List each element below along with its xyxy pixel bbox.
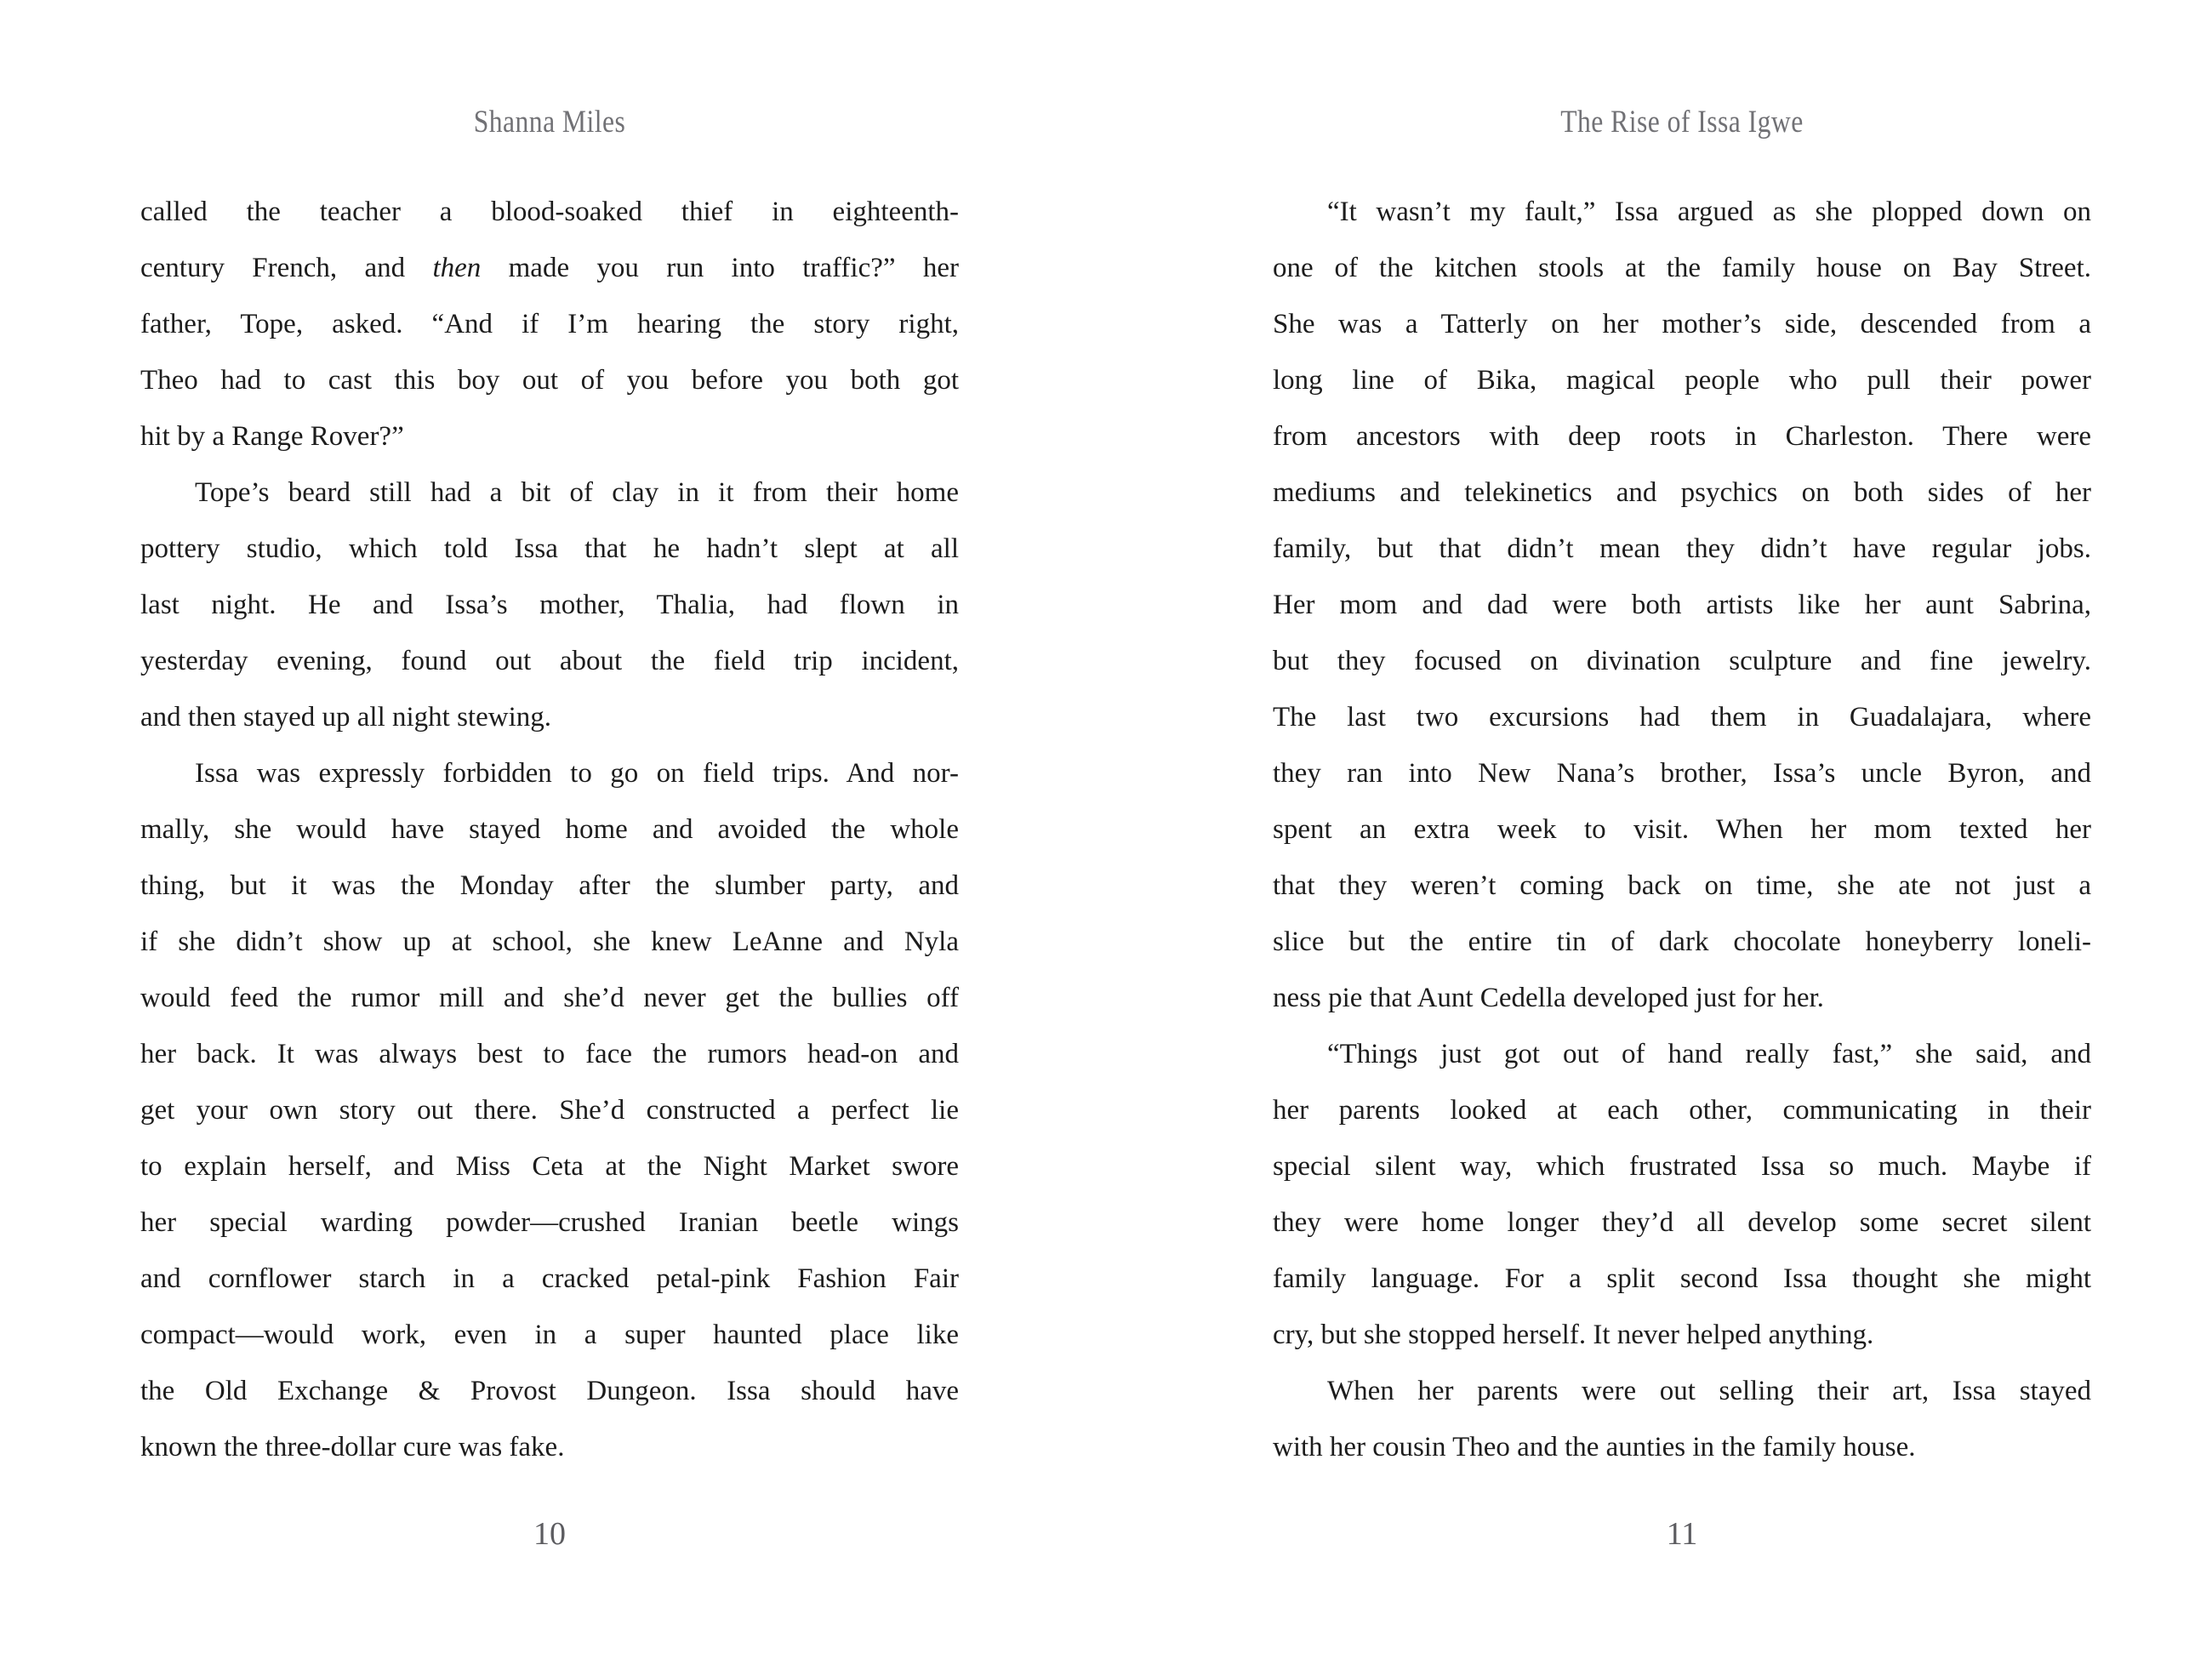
text-line: Issa was expressly forbidden to go on field trips. And nor- bbox=[195, 758, 959, 789]
text-line: her back. It was always best to face the rumors head-on and bbox=[140, 1039, 959, 1069]
text-line: long line of Bika, magical people who pull their power bbox=[1273, 365, 2091, 396]
text-line: her parents looked at each other, communicating in their bbox=[1273, 1095, 2091, 1126]
page-left bbox=[140, 0, 959, 1659]
text-line: spent an extra week to visit. When her mom texted her bbox=[1273, 814, 2091, 845]
text-segment: century French, and bbox=[140, 253, 433, 283]
text-line: “It wasn’t my fault,” Issa argued as she plopped down on bbox=[1327, 197, 2091, 227]
text-line: “Things just got out of hand really fast,” she said, and bbox=[1327, 1039, 2091, 1069]
text-line: father, Tope, asked. “And if I’m hearing the story right, bbox=[140, 309, 959, 339]
running-head-author: Shanna Miles bbox=[473, 105, 626, 140]
text-line: thing, but it was the Monday after the slumber party, and bbox=[140, 870, 959, 901]
text-line: and then stayed up all night stewing. bbox=[140, 702, 551, 733]
text-line: family language. For a split second Issa thought she might bbox=[1273, 1263, 2091, 1294]
italic-text: then bbox=[432, 253, 482, 283]
text-line: When her parents were out selling their art, Issa stayed bbox=[1327, 1376, 2091, 1406]
text-line: Tope’s beard still had a bit of clay in it from their home bbox=[195, 477, 959, 508]
text-segment: made you run into traffic?” her bbox=[481, 253, 959, 283]
text-line: hit by a Range Rover?” bbox=[140, 421, 404, 452]
page-number-left: 10 bbox=[533, 1516, 566, 1552]
text-line: they ran into New Nana’s brother, Issa’s uncle Byron, and bbox=[1273, 758, 2091, 789]
text-line: Her mom and dad were both artists like her aunt Sabrina, bbox=[1273, 590, 2091, 620]
text-line: and cornflower starch in a cracked petal-pink Fashion Fair bbox=[140, 1263, 959, 1294]
text-line: mediums and telekinetics and psychics on both sides of her bbox=[1273, 477, 2091, 508]
text-line: Theo had to cast this boy out of you before you both got bbox=[140, 365, 959, 396]
text-line: to explain herself, and Miss Ceta at the Night Market swore bbox=[140, 1151, 959, 1182]
text-line: last night. He and Issa’s mother, Thalia, had flown in bbox=[140, 590, 959, 620]
text-line: but they focused on divination sculpture and fine jewelry. bbox=[1273, 646, 2091, 676]
text-line: slice but the entire tin of dark chocolate honeyberry loneli- bbox=[1273, 926, 2091, 957]
text-line: would feed the rumor mill and she’d never get the bullies off bbox=[140, 983, 959, 1013]
running-head-title: The Rise of Issa Igwe bbox=[1560, 105, 1804, 140]
text-line: The last two excursions had them in Guadalajara, where bbox=[1273, 702, 2091, 733]
page-number-right: 11 bbox=[1666, 1516, 1698, 1552]
text-line: known the three-dollar cure was fake. bbox=[140, 1432, 565, 1462]
text-line: her special warding powder—crushed Iranian beetle wings bbox=[140, 1207, 959, 1238]
text-line: yesterday evening, found out about the field trip incident, bbox=[140, 646, 959, 676]
text-line: She was a Tatterly on her mother’s side, descended from a bbox=[1273, 309, 2091, 339]
text-line: one of the kitchen stools at the family house on Bay Street. bbox=[1273, 253, 2091, 283]
text-line: with her cousin Theo and the aunties in the family house. bbox=[1273, 1432, 1916, 1462]
text-line: pottery studio, which told Issa that he hadn’t slept at all bbox=[140, 533, 959, 564]
text-line: cry, but she stopped herself. It never helped anything. bbox=[1273, 1320, 1874, 1350]
left-page-body bbox=[140, 184, 959, 1475]
text-line: special silent way, which frustrated Issa so much. Maybe if bbox=[1273, 1151, 2091, 1182]
text-line bbox=[140, 240, 959, 296]
text-line: that they weren’t coming back on time, she ate not just a bbox=[1273, 870, 2091, 901]
text-line: mally, she would have stayed home and avoided the whole bbox=[140, 814, 959, 845]
text-line: get your own story out there. She’d constructed a perfect lie bbox=[140, 1095, 959, 1126]
text-line: compact—would work, even in a super haunted place like bbox=[140, 1320, 959, 1350]
text-line: they were home longer they’d all develop some secret silent bbox=[1273, 1207, 2091, 1238]
text-line: ness pie that Aunt Cedella developed just for her. bbox=[1273, 983, 1824, 1013]
text-line: if she didn’t show up at school, she knew LeAnne and Nyla bbox=[140, 926, 959, 957]
text-line: family, but that didn’t mean they didn’t have regular jobs. bbox=[1273, 533, 2091, 564]
page-right bbox=[1273, 0, 2091, 1659]
text-line: called the teacher a blood-soaked thief in eighteenth- bbox=[140, 197, 959, 227]
right-page-body bbox=[1273, 184, 2091, 1475]
text-line: the Old Exchange & Provost Dungeon. Issa should have bbox=[140, 1376, 959, 1406]
text-line: from ancestors with deep roots in Charleston. There were bbox=[1273, 421, 2091, 452]
